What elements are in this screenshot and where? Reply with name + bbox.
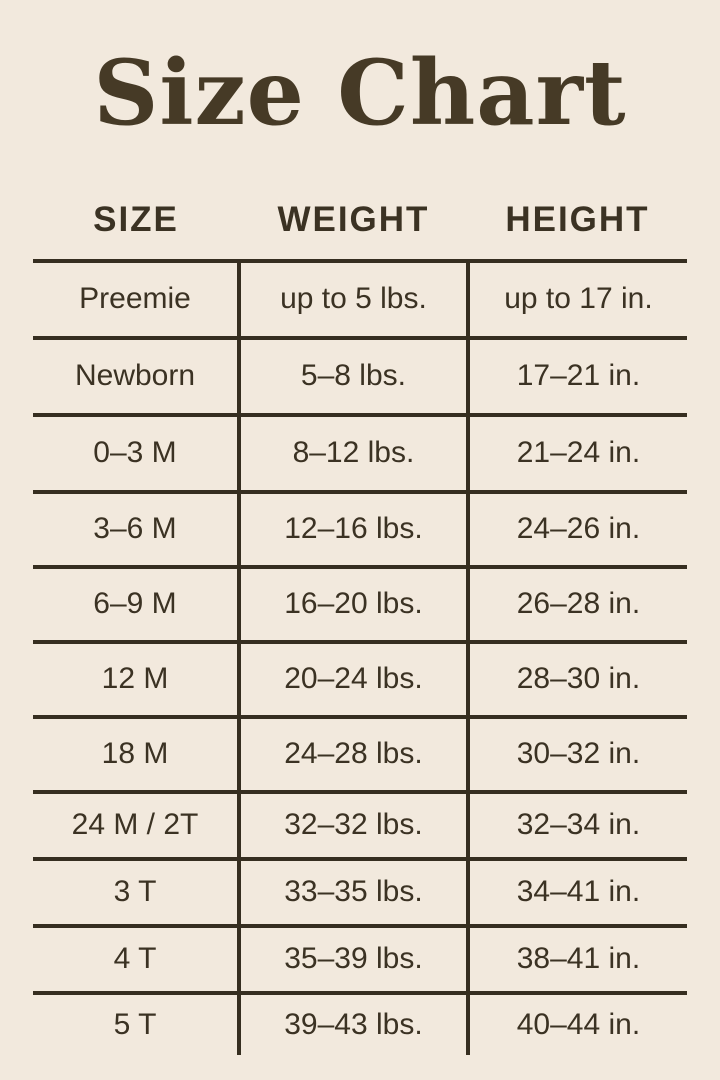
size-cell: 18 M (33, 717, 239, 792)
weight-cell: 33–35 lbs. (239, 859, 468, 926)
weight-cell: 5–8 lbs. (239, 338, 468, 415)
size-table (33, 146, 687, 1055)
table-header-row (33, 146, 687, 261)
weight-cell: 8–12 lbs. (239, 415, 468, 492)
weight-cell: 32–32 lbs. (239, 792, 468, 859)
table-row (33, 415, 687, 492)
table-row (33, 338, 687, 415)
height-cell: 21–24 in. (468, 415, 687, 492)
column-header-height: HEIGHT (505, 199, 650, 239)
table-row (33, 859, 687, 926)
table-row (33, 261, 687, 338)
height-cell: 32–34 in. (468, 792, 687, 859)
height-cell: 17–21 in. (468, 338, 687, 415)
weight-cell: 35–39 lbs. (239, 926, 468, 993)
height-cell: up to 17 in. (468, 261, 687, 338)
height-cell: 34–41 in. (468, 859, 687, 926)
table-row (33, 567, 687, 642)
size-cell: 12 M (33, 642, 239, 717)
weight-cell: 20–24 lbs. (239, 642, 468, 717)
page-title: Size Chart (93, 40, 627, 146)
table-row (33, 926, 687, 993)
size-cell: 6–9 M (33, 567, 239, 642)
size-cell: 4 T (33, 926, 239, 993)
weight-cell: up to 5 lbs. (239, 261, 468, 338)
weight-cell: 39–43 lbs. (239, 993, 468, 1055)
weight-cell: 24–28 lbs. (239, 717, 468, 792)
height-cell: 26–28 in. (468, 567, 687, 642)
height-cell: 30–32 in. (468, 717, 687, 792)
size-cell: Newborn (33, 338, 239, 415)
table-row (33, 642, 687, 717)
table-row (33, 792, 687, 859)
size-cell: 24 M / 2T (33, 792, 239, 859)
table-row (33, 993, 687, 1055)
column-header-weight: WEIGHT (277, 199, 430, 239)
height-cell: 40–44 in. (468, 993, 687, 1055)
height-cell: 24–26 in. (468, 492, 687, 567)
column-header-size: SIZE (93, 199, 179, 239)
size-cell: 3 T (33, 859, 239, 926)
size-cell: 5 T (33, 993, 239, 1055)
size-cell: 3–6 M (33, 492, 239, 567)
weight-cell: 16–20 lbs. (239, 567, 468, 642)
size-cell: 0–3 M (33, 415, 239, 492)
table-row (33, 492, 687, 567)
table-row (33, 717, 687, 792)
weight-cell: 12–16 lbs. (239, 492, 468, 567)
size-cell: Preemie (33, 261, 239, 338)
height-cell: 38–41 in. (468, 926, 687, 993)
height-cell: 28–30 in. (468, 642, 687, 717)
